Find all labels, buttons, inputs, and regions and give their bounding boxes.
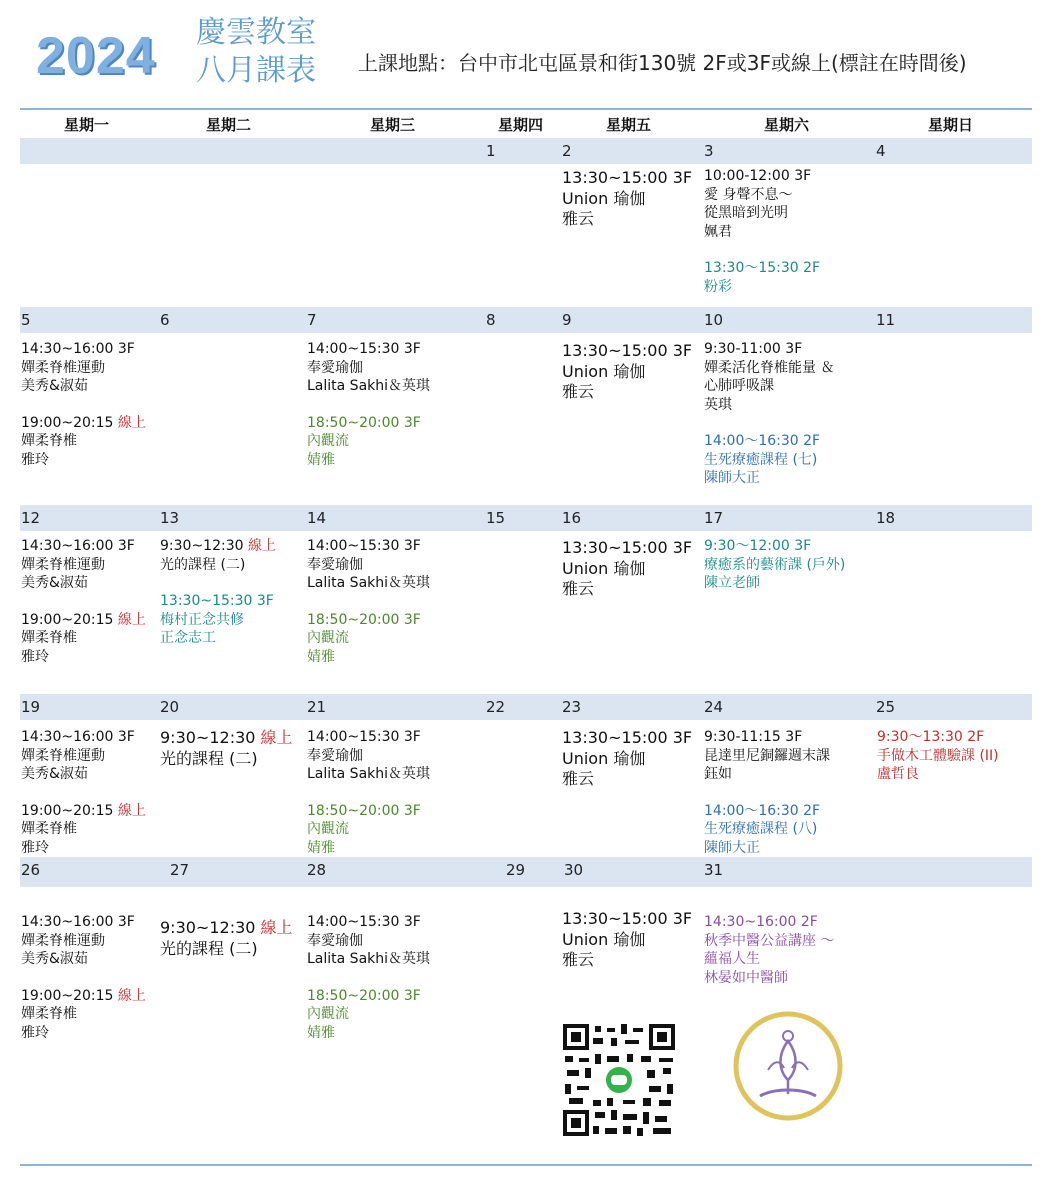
date-number: 2 bbox=[562, 142, 572, 160]
event-sun-25: 9:30～13:30 2F 手做木工體驗課 (II) 盧哲良 bbox=[877, 729, 999, 782]
event-sat-3: 10:00-12:00 3F 愛 身聲不息～ 從黑暗到光明 姵君 13:30～15:30 2F 粉彩 bbox=[704, 168, 821, 295]
online-tag: 線上 bbox=[117, 802, 146, 819]
title-line-2: 八月課表 bbox=[196, 53, 316, 88]
event-sat-31: 14:30~16:00 2F 秋季中醫公益講座 ～ 蘊福人生 林晏如中醫師 bbox=[704, 914, 835, 986]
date-number: 14 bbox=[307, 509, 327, 527]
weekday-wed: 星期三 bbox=[370, 116, 416, 134]
event-mon-19: 14:30~16:00 3F 嬋柔脊椎運動 美秀&淑茹 19:00~20:15 線上 嬋柔脊椎 雅玲 bbox=[21, 729, 146, 856]
date-number: 1 bbox=[486, 142, 496, 160]
event-sat-24: 9:30-11:15 3F 昆達里尼銅鑼週末課 鈺如 14:00～16:30 2F 生死療癒課程 (八) 陳師大正 bbox=[704, 729, 830, 856]
bottom-divider bbox=[20, 1164, 1032, 1166]
date-number: 30 bbox=[564, 861, 584, 879]
event-wed-21: 14:00~15:30 3F 奉愛瑜伽 Lalita Sakhi＆英琪 18:50~20:00 3F 內觀流 婧雅 bbox=[307, 729, 431, 856]
online-tag: 線上 bbox=[260, 918, 293, 937]
online-tag: 線上 bbox=[260, 728, 293, 747]
title-line-1: 慶雲教室 bbox=[196, 15, 316, 50]
page-title bbox=[196, 14, 316, 90]
event-fri-30: 13:30~15:00 3F Union 瑜伽 雅云 bbox=[562, 909, 693, 969]
date-number: 23 bbox=[562, 698, 582, 716]
weekday-tue: 星期二 bbox=[206, 116, 252, 134]
weekday-sun: 星期日 bbox=[928, 116, 974, 134]
event-tue-20: 9:30~12:30 線上 光的課程 (二) bbox=[160, 728, 293, 768]
event-tue-13: 9:30~12:30 線上 光的課程 (二) 13:30~15:30 3F 梅村正念共修 正念志工 bbox=[160, 538, 276, 646]
qr-code[interactable] bbox=[563, 1024, 675, 1136]
event-sat-10: 9:30-11:00 3F 嬋柔活化脊椎能量 ＆ 心肺呼吸課 英琪 14:00～16:30 2F 生死療癒課程 (七) 陳師大正 bbox=[704, 341, 835, 486]
date-number: 12 bbox=[21, 509, 41, 527]
date-number: 15 bbox=[486, 509, 506, 527]
date-number: 4 bbox=[876, 142, 886, 160]
online-tag: 線上 bbox=[117, 987, 146, 1004]
date-number: 19 bbox=[21, 698, 41, 716]
online-tag: 線上 bbox=[247, 538, 276, 554]
date-number: 31 bbox=[704, 861, 724, 879]
weekday-thu: 星期四 bbox=[498, 116, 544, 134]
event-wed-14: 14:00~15:30 3F 奉愛瑜伽 Lalita Sakhi＆英琪 18:50~20:00 3F 內觀流 婧雅 bbox=[307, 538, 431, 665]
date-number: 5 bbox=[21, 311, 31, 329]
date-number: 7 bbox=[307, 311, 317, 329]
event-fri-16: 13:30~15:00 3F Union 瑜伽 雅云 bbox=[562, 538, 693, 598]
weekday-sat: 星期六 bbox=[764, 116, 810, 134]
event-mon-5: 14:30~16:00 3F 嬋柔脊椎運動 美秀&淑茹 19:00~20:15 線上 嬋柔脊椎 雅玲 bbox=[21, 341, 146, 468]
date-number: 16 bbox=[562, 509, 582, 527]
date-number: 29 bbox=[506, 861, 526, 879]
year-title: 2024 bbox=[36, 27, 156, 85]
top-divider bbox=[20, 108, 1032, 110]
date-number: 26 bbox=[21, 861, 41, 879]
date-number: 22 bbox=[486, 698, 506, 716]
date-number: 24 bbox=[704, 698, 724, 716]
date-number: 25 bbox=[876, 698, 896, 716]
date-number: 20 bbox=[160, 698, 180, 716]
event-wed-7: 14:00~15:30 3F 奉愛瑜伽 Lalita Sakhi＆英琪 18:50~20:00 3F 內觀流 婧雅 bbox=[307, 341, 431, 468]
date-number: 17 bbox=[704, 509, 724, 527]
date-number: 27 bbox=[170, 861, 190, 879]
location-text: 上課地點：台中市北屯區景和街130號 2F或3F或線上(標註在時間後) bbox=[358, 51, 967, 75]
date-number: 6 bbox=[160, 311, 170, 329]
event-sat-17: 9:30～12:00 3F 療癒系的藝術課 (戶外) 陳立老師 bbox=[704, 538, 846, 591]
date-number: 21 bbox=[307, 698, 327, 716]
weekday-fri: 星期五 bbox=[606, 116, 652, 134]
date-number: 8 bbox=[486, 311, 496, 329]
event-mon-26: 14:30~16:00 3F 嬋柔脊椎運動 美秀&淑茹 19:00~20:15 線上 嬋柔脊椎 雅玲 bbox=[21, 914, 146, 1041]
date-number: 10 bbox=[704, 311, 724, 329]
event-fri-9: 13:30~15:00 3F Union 瑜伽 雅云 bbox=[562, 341, 693, 401]
event-mon-12: 14:30~16:00 3F 嬋柔脊椎運動 美秀&淑茹 19:00~20:15 線上 嬋柔脊椎 雅玲 bbox=[21, 538, 146, 665]
date-number: 9 bbox=[562, 311, 572, 329]
event-fri-2: 13:30~15:00 3F Union 瑜伽 雅云 bbox=[562, 168, 693, 228]
date-number: 11 bbox=[876, 311, 896, 329]
date-number: 13 bbox=[160, 509, 180, 527]
online-tag: 線上 bbox=[117, 611, 146, 628]
date-number: 3 bbox=[704, 142, 714, 160]
online-tag: 線上 bbox=[117, 414, 146, 431]
date-number: 28 bbox=[307, 861, 327, 879]
yoga-logo bbox=[708, 996, 868, 1146]
weekday-mon: 星期一 bbox=[64, 116, 110, 134]
event-fri-23: 13:30~15:00 3F Union 瑜伽 雅云 bbox=[562, 728, 693, 788]
event-tue-27: 9:30~12:30 線上 光的課程 (二) bbox=[160, 918, 293, 958]
event-wed-28: 14:00~15:30 3F 奉愛瑜伽 Lalita Sakhi＆英琪 18:50~20:00 3F 內觀流 婧雅 bbox=[307, 914, 431, 1041]
date-number: 18 bbox=[876, 509, 896, 527]
